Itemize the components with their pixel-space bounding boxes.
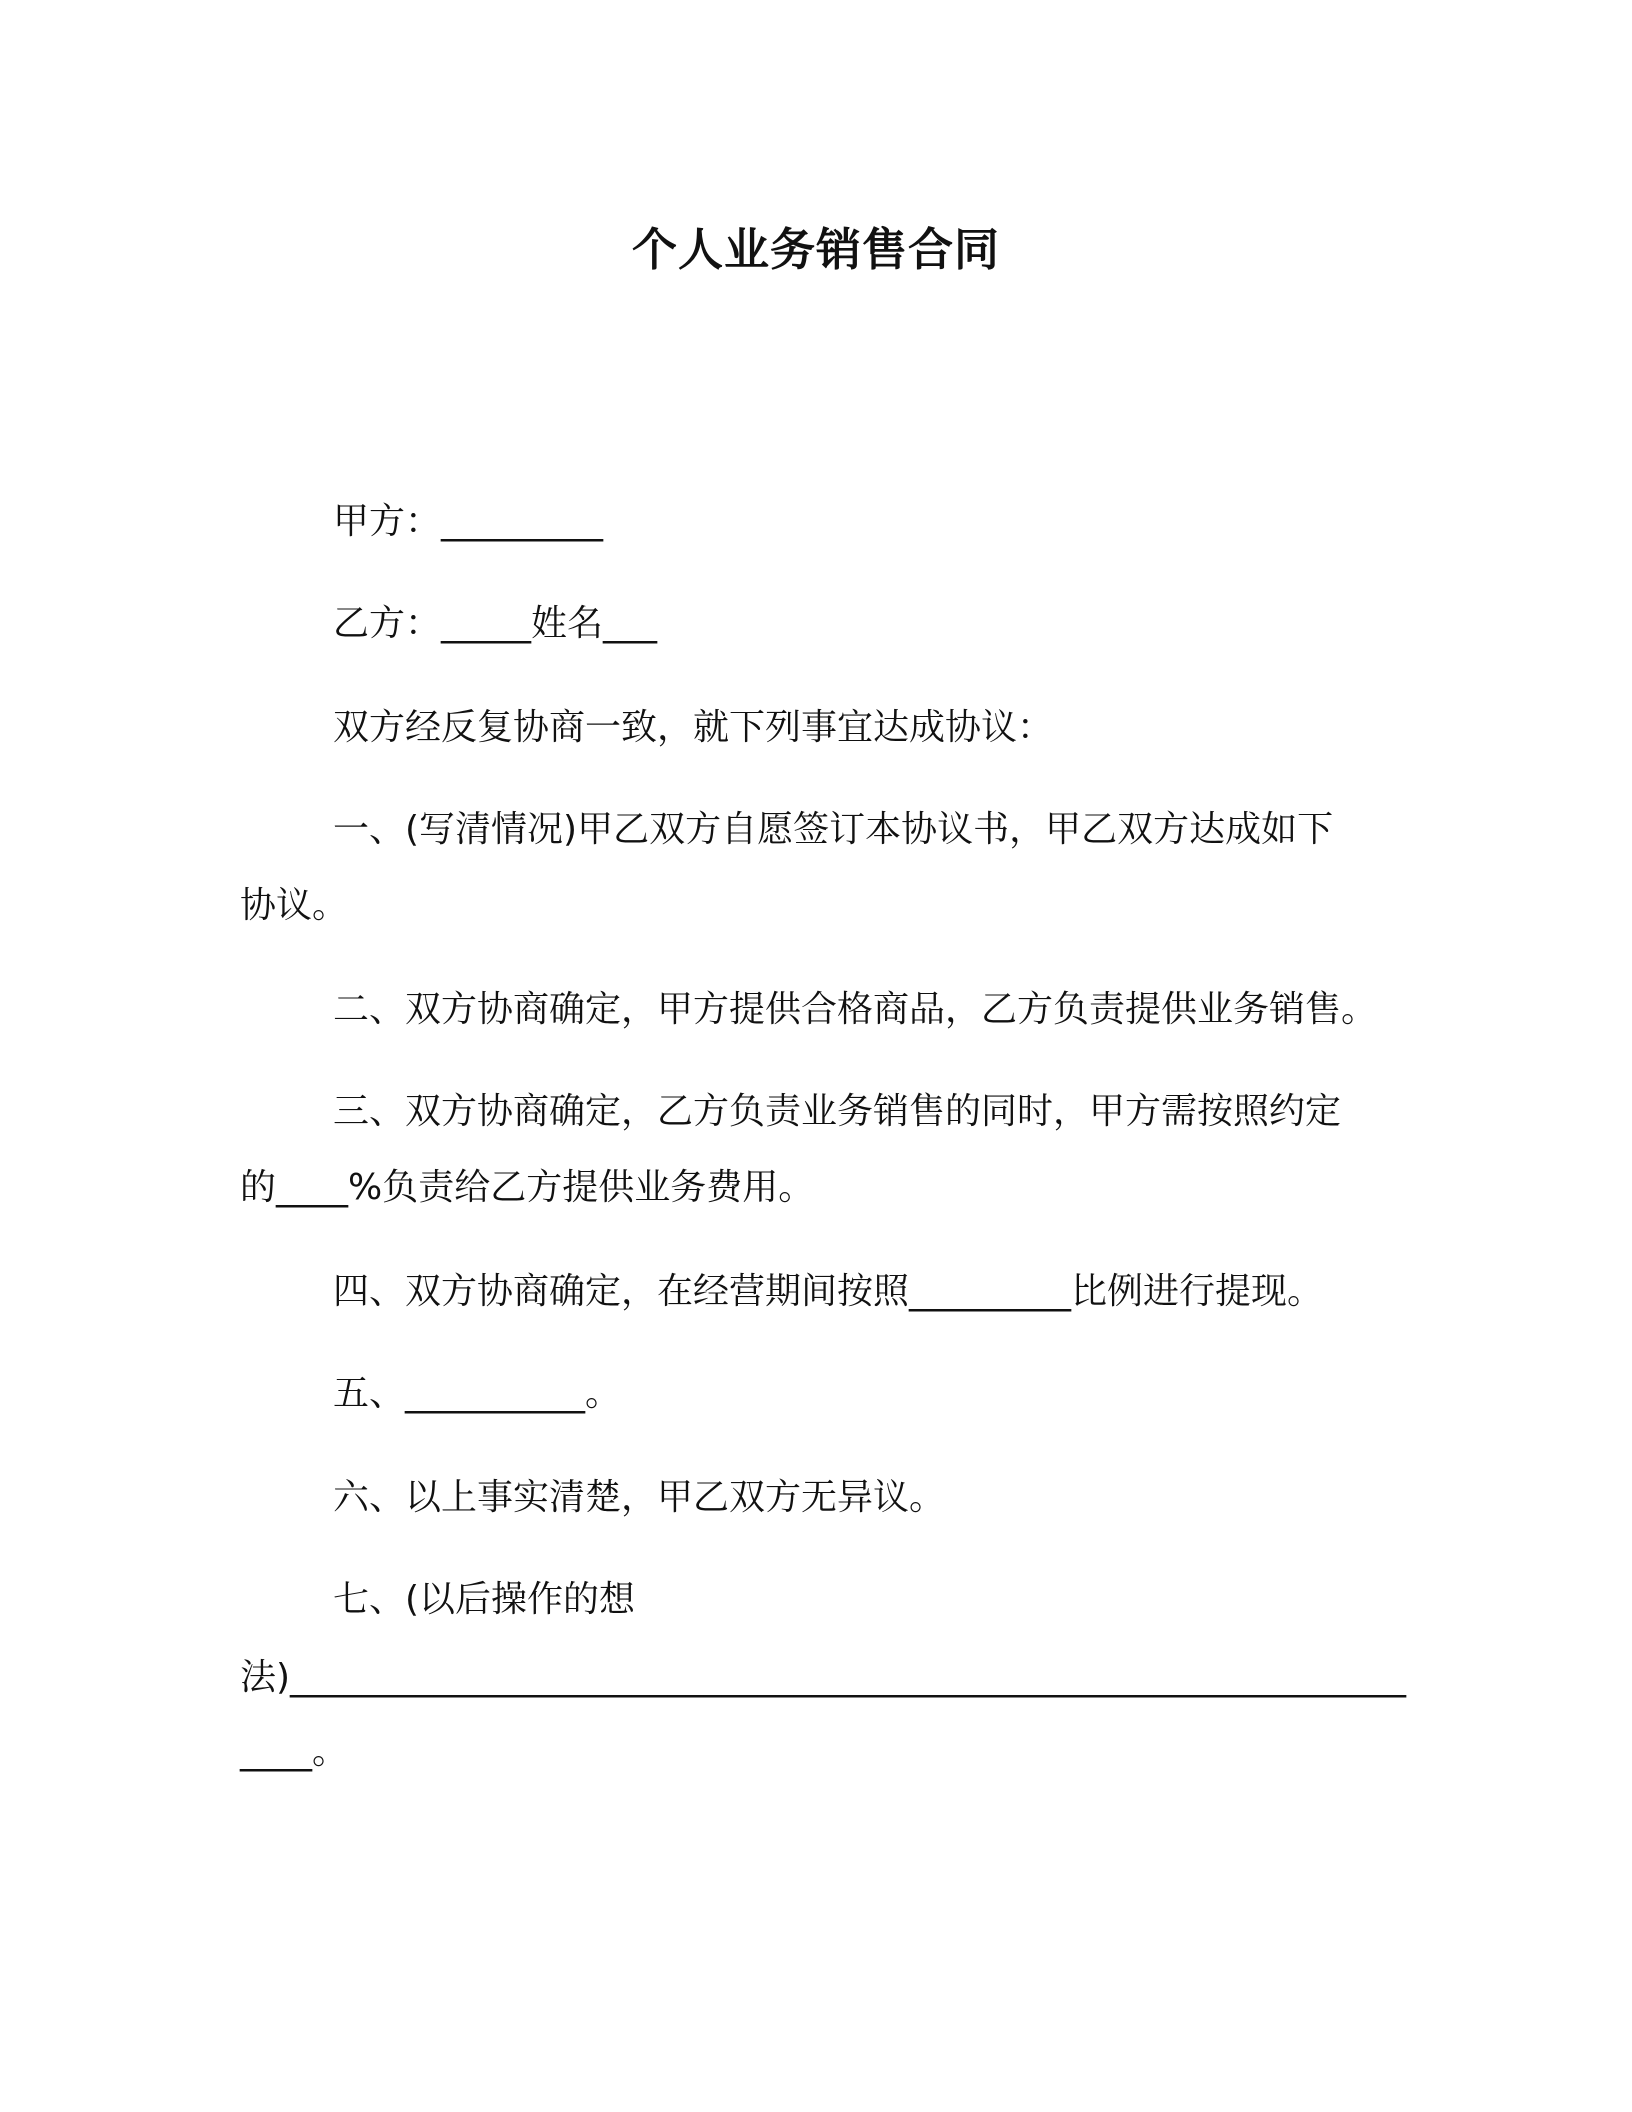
clause-7-line-2: 法)______________________________________________________________	[240, 1657, 1407, 1698]
clause-3-line-2: 的____%负责给乙方提供业务费用。	[240, 1167, 815, 1208]
clause-4: 四、双方协商确定，在经营期间按照_________比例进行提现。	[333, 1271, 1324, 1312]
document-title: 个人业务销售合同	[631, 223, 1000, 276]
clause-2: 二、双方协商确定，甲方提供合格商品，乙方负责提供业务销售。	[333, 989, 1378, 1030]
party-b-line: 乙方：_____姓名___	[333, 603, 658, 644]
clause-6: 六、以上事实清楚，甲乙双方无异议。	[333, 1477, 946, 1518]
clause-5: 五、__________。	[333, 1373, 622, 1414]
party-a-line: 甲方：_________	[333, 501, 604, 542]
clause-1-line-1: 一、(写清情况)甲乙双方自愿签订本协议书，甲乙双方达成如下	[333, 809, 1334, 850]
clause-7-line-3: ____。	[240, 1731, 349, 1772]
clause-3-line-1: 三、双方协商确定，乙方负责业务销售的同时，甲方需按照约定	[333, 1091, 1342, 1132]
clause-1-line-2: 协议。	[240, 885, 349, 926]
agreement-intro: 双方经反复协商一致，就下列事宜达成协议：	[333, 707, 1054, 748]
clause-7-line-1: 七、(以后操作的想	[333, 1579, 636, 1620]
